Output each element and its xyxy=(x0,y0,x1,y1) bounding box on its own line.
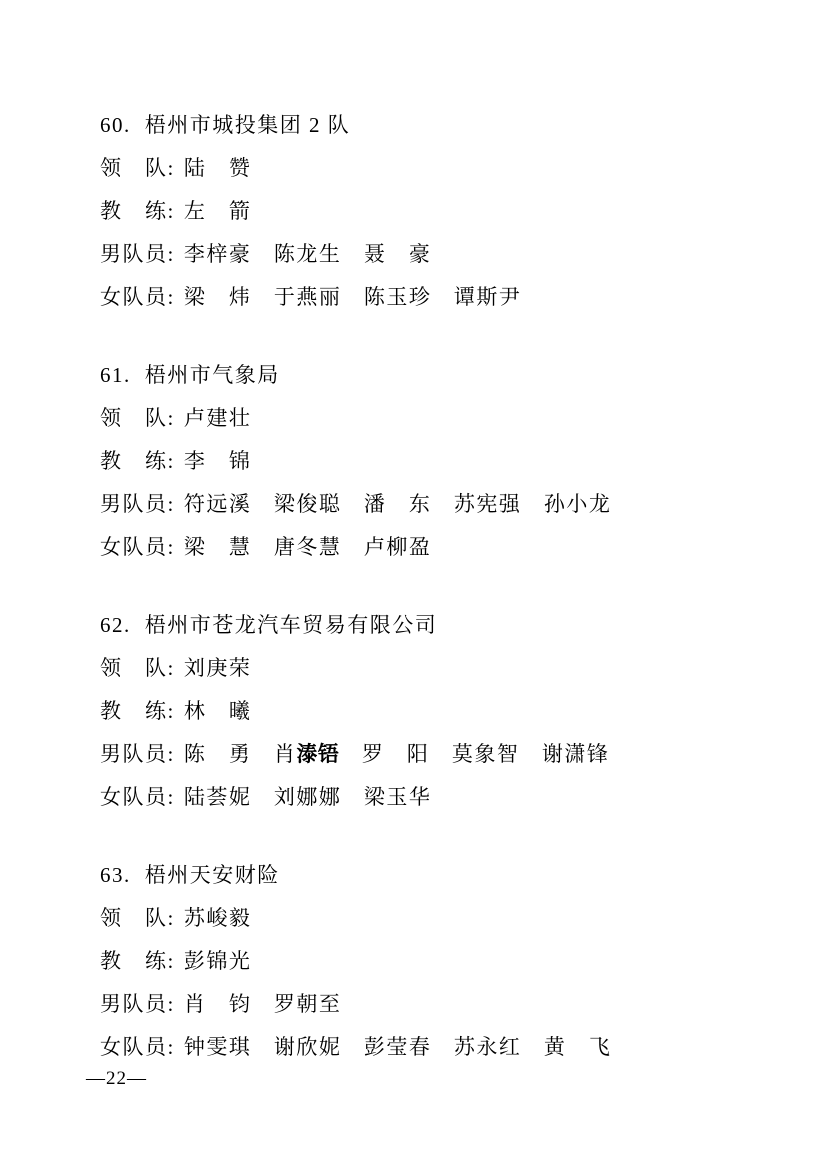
male-members-label: 男队员: xyxy=(100,242,175,266)
team-title-line xyxy=(100,604,776,647)
male-members-line xyxy=(100,483,776,526)
male-members-label: 男队员: xyxy=(100,992,175,1016)
coach-name: 彭锦光 xyxy=(183,949,252,973)
leader-label: 领 队: xyxy=(100,906,175,930)
male-members-line xyxy=(100,233,776,276)
male-members-names: 肖 钧 罗朝至 xyxy=(183,992,342,1016)
team-section xyxy=(100,354,776,569)
female-members-names: 梁 炜 于燕丽 陈玉珍 谭斯尹 xyxy=(183,285,522,309)
team-name: 梧州市城投集团 2 队 xyxy=(144,113,351,137)
team-title-line xyxy=(100,354,776,397)
team-title-line xyxy=(100,104,776,147)
coach-label: 教 练: xyxy=(100,449,175,473)
rare-glyph: 溙 xyxy=(296,742,318,766)
leader-name: 苏峻毅 xyxy=(183,906,252,930)
male-members-names: 陈 勇 肖溙铻 罗 阳 莫象智 谢潇锋 xyxy=(183,742,610,766)
female-members-label: 女队员: xyxy=(100,1035,175,1059)
coach-line xyxy=(100,940,776,983)
female-members-label: 女队员: xyxy=(100,785,175,809)
team-name: 梧州市气象局 xyxy=(144,363,280,387)
coach-name: 林 曦 xyxy=(183,699,252,723)
female-members-names: 钟雯琪 谢欣妮 彭莹春 苏永红 黄 飞 xyxy=(183,1035,612,1059)
female-members-line xyxy=(100,776,776,819)
female-members-names: 梁 慧 唐冬慧 卢柳盈 xyxy=(183,535,432,559)
team-roster-list xyxy=(100,104,776,1069)
leader-line xyxy=(100,647,776,690)
team-number: 63. xyxy=(100,863,131,887)
team-section xyxy=(100,854,776,1069)
coach-line xyxy=(100,690,776,733)
rare-glyph: 铻 xyxy=(317,742,340,766)
leader-line xyxy=(100,397,776,440)
female-members-label: 女队员: xyxy=(100,535,175,559)
female-members-label: 女队员: xyxy=(100,285,175,309)
coach-line xyxy=(100,190,776,233)
female-members-line xyxy=(100,526,776,569)
leader-name: 卢建壮 xyxy=(183,406,252,430)
team-title-line xyxy=(100,854,776,897)
team-number: 62. xyxy=(100,613,131,637)
coach-label: 教 练: xyxy=(100,699,175,723)
male-members-label: 男队员: xyxy=(100,742,175,766)
leader-label: 领 队: xyxy=(100,156,175,180)
leader-line xyxy=(100,147,776,190)
team-name: 梧州市苍龙汽车贸易有限公司 xyxy=(144,613,438,637)
female-members-line xyxy=(100,1026,776,1069)
male-members-label: 男队员: xyxy=(100,492,175,516)
male-members-names: 符远溪 梁俊聪 潘 东 苏宪强 孙小龙 xyxy=(183,492,612,516)
male-members-line xyxy=(100,733,776,776)
leader-name: 陆 赞 xyxy=(183,156,252,180)
coach-label: 教 练: xyxy=(100,949,175,973)
leader-label: 领 队: xyxy=(100,656,175,680)
team-number: 61. xyxy=(100,363,131,387)
leader-line xyxy=(100,897,776,940)
page-number: —22— xyxy=(86,1068,147,1089)
female-members-line xyxy=(100,276,776,319)
coach-name: 左 箭 xyxy=(183,199,252,223)
female-members-names: 陆荟妮 刘娜娜 梁玉华 xyxy=(183,785,432,809)
leader-name: 刘庚荣 xyxy=(183,656,252,680)
coach-label: 教 练: xyxy=(100,199,175,223)
team-section xyxy=(100,604,776,819)
male-members-line xyxy=(100,983,776,1026)
leader-label: 领 队: xyxy=(100,406,175,430)
team-name: 梧州天安财险 xyxy=(144,863,280,887)
male-members-names: 李梓豪 陈龙生 聂 豪 xyxy=(183,242,432,266)
team-number: 60. xyxy=(100,113,131,137)
team-section xyxy=(100,104,776,319)
coach-line xyxy=(100,440,776,483)
coach-name: 李 锦 xyxy=(183,449,252,473)
